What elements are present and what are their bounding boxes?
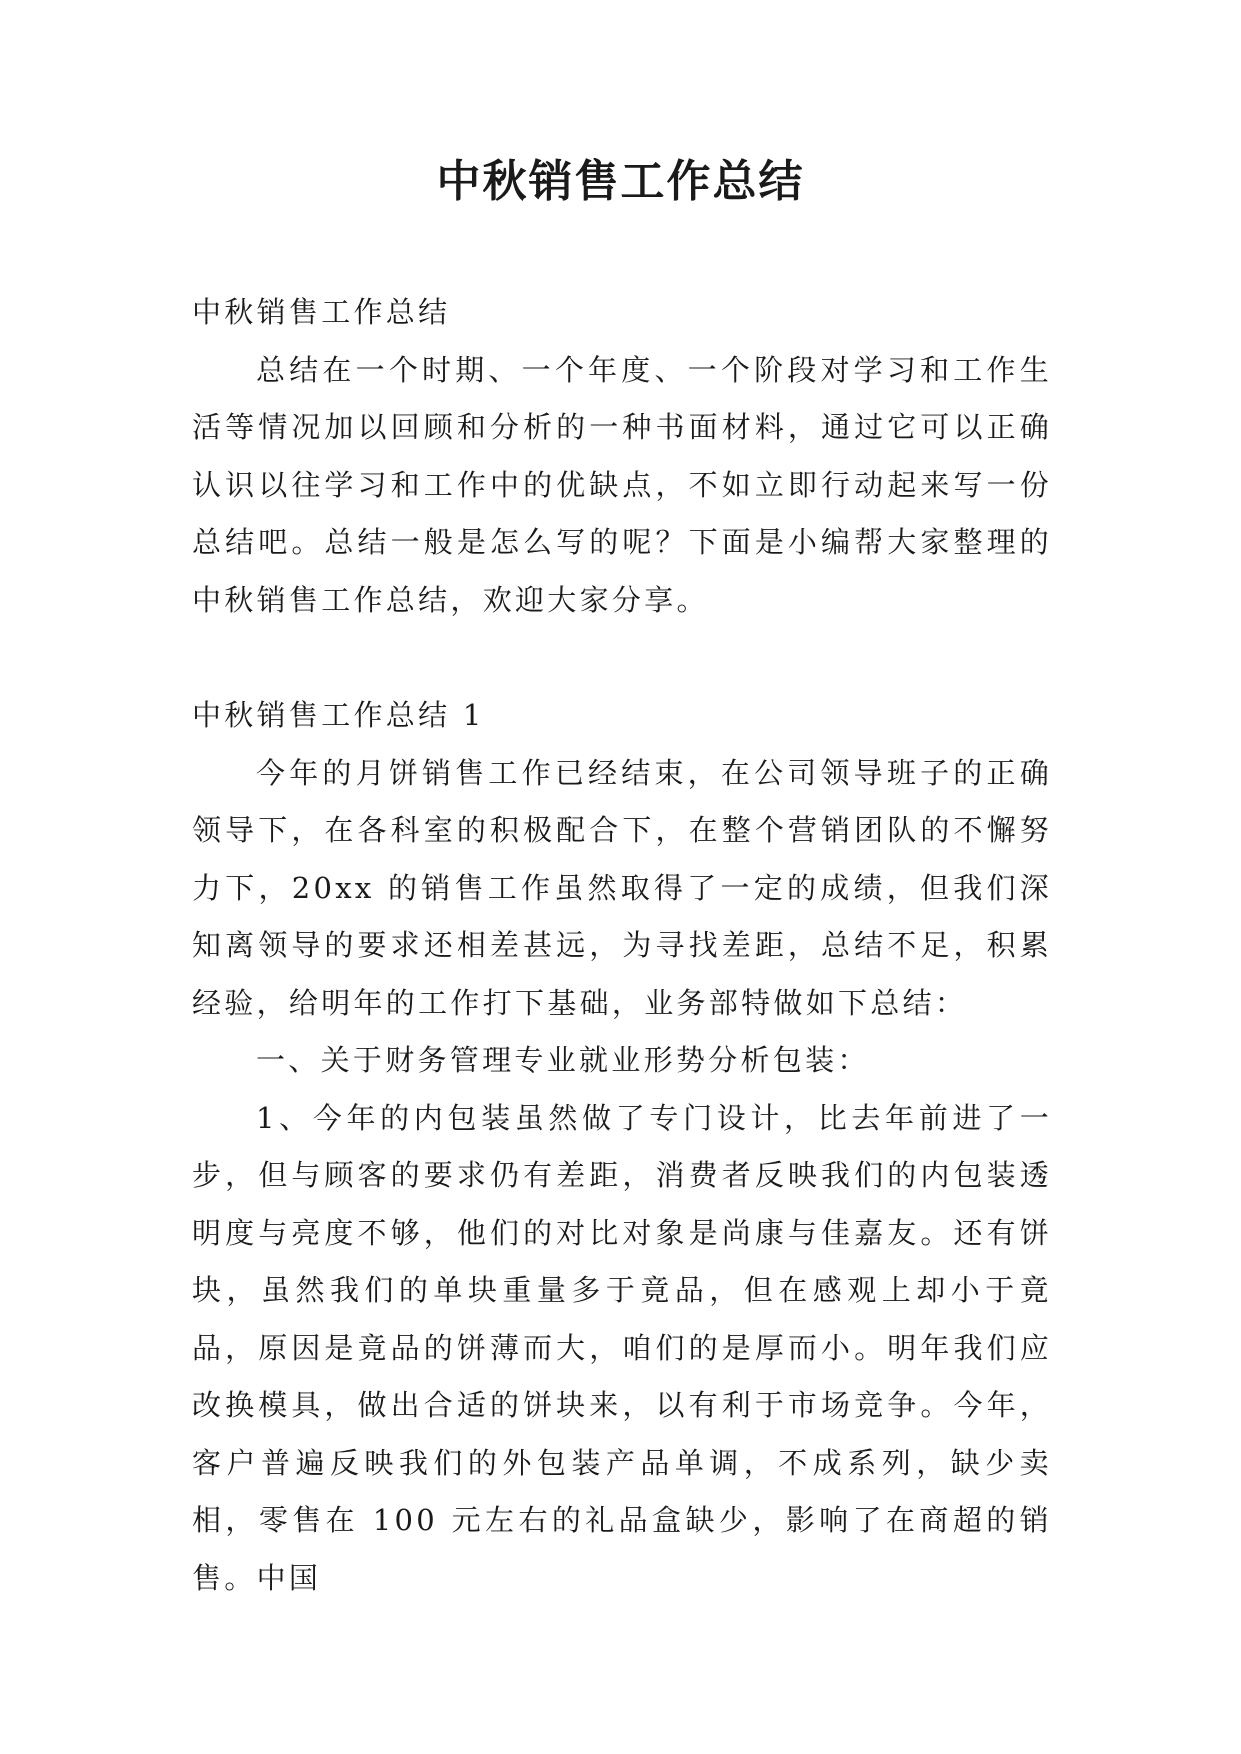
subsection-heading: 一、关于财务管理专业就业形势分析包装： [256, 1043, 870, 1077]
section-heading-1: 中秋销售工作总结 1 [192, 698, 485, 732]
intro-paragraph: 总结在一个时期、一个年度、一个阶段对学习和工作生活等情况加以回顾和分析的一种书面材料，通过它可以正确认识以往学习和工作中的优缺点，不如立即行动起来写一份总结吧。总结一般是怎么写的呢？下面是小编帮大家整理的中秋销售工作总结，欢迎大家分享。 [192, 352, 1052, 617]
document-title: 中秋销售工作总结 [436, 156, 805, 207]
section-heading: 中秋销售工作总结 [192, 295, 451, 329]
body-paragraph: 1、今年的内包装虽然做了专门设计，比去年前进了一步，但与顾客的要求仍有差距，消费者反映我们的内包装透明度与亮度不够，他们的对比对象是尚康与佳嘉友。还有饼块，虽然我们的单块重量多于竟品，但在感观上却小于竟品，原因是竟品的饼薄而大，咱们的是厚而小。明年我们应改换模具，做出合适的饼块来，以有利于市场竞争。今年，客户普遍反映我们的外包装产品单调，不成系列，缺少卖相，零售在 100 元左右的礼品盒缺少，影响了在商超的销售。中国 [192, 1100, 1052, 1595]
body-paragraph: 今年的月饼销售工作已经结束，在公司领导班子的正确领导下，在各科室的积极配合下，在整个营销团队的不懈努力下，20xx 的销售工作虽然取得了一定的成绩，但我们深知离领导的要求还相差甚远，为寻找差距，总结不足，积累经验，给明年的工作打下基础，业务部特做如下总结： [192, 755, 1052, 1020]
document-body [192, 284, 1052, 1607]
paragraph-spacer [192, 629, 1052, 687]
